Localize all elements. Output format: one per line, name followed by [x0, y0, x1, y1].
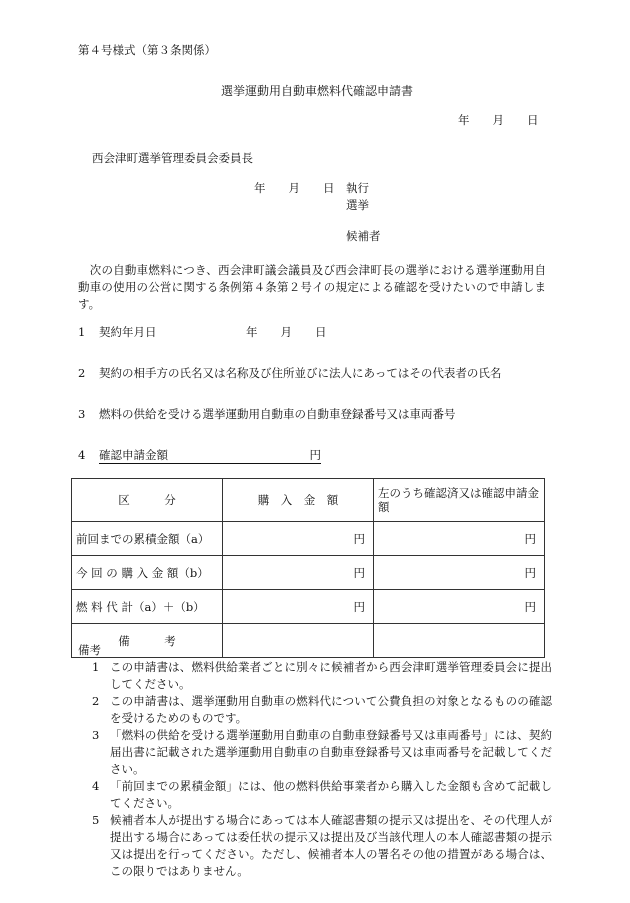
item-number: 1	[78, 325, 86, 339]
item-number: 4	[78, 448, 86, 462]
purchase-amount-cell[interactable]: 円	[223, 590, 374, 624]
table-row	[72, 522, 545, 556]
note-number: 1	[92, 660, 100, 674]
item-number: 3	[78, 407, 86, 421]
row-label: 燃 料 代 計（a）＋（b）	[72, 590, 223, 624]
note-text: 「前回までの累積金額」には、他の燃料供給事業者から購入した金額も含めて記載してください。	[110, 779, 552, 810]
table-header-row	[72, 479, 545, 522]
notes-title: 備考	[78, 643, 101, 657]
header-category: 区 分	[72, 479, 223, 522]
document-title: 選挙運動用自動車燃料代確認申請書	[221, 84, 414, 98]
note-number: 2	[92, 694, 100, 708]
table-row	[72, 590, 545, 624]
remarks-cell[interactable]	[374, 624, 545, 658]
row-label: 今 回 の 購 入 金 額（b）	[72, 556, 223, 590]
note-number: 4	[92, 779, 100, 793]
election-date: 年 月 日	[254, 181, 335, 195]
note-text: この申請書は、選挙運動用自動車の燃料代について公費負担の対象となるものの確認を受けるためのものです。	[110, 694, 552, 725]
item-number: 2	[78, 366, 86, 380]
item-label: 確認申請金額	[98, 448, 168, 462]
note-number: 5	[92, 813, 100, 827]
row-label: 前回までの累積金額（a）	[72, 522, 223, 556]
election-label: 選挙	[346, 198, 369, 212]
purchase-amount-cell[interactable]: 円	[223, 522, 374, 556]
item-label: 燃料の供給を受ける選挙運動用自動車の自動車登録番号又は車両番号	[98, 407, 456, 421]
note-text: 候補者本人が提出する場合にあっては本人確認書類の提示又は提出を、その代理人が提出する場合にあっては委任状の提示又は提出及び当該代理人の本人確認書類の提示又は提出を行ってください。ただし、候補者本人の署名その他の措置がある場合は、この限りではありません。	[110, 813, 552, 878]
addressee: 西会津町選挙管理委員会委員長	[92, 151, 253, 165]
note-item	[92, 727, 552, 778]
header-confirmed-amount: 左のうち確認済又は確認申請金額	[374, 479, 545, 522]
note-text: この申請書は、燃料供給業者ごとに別々に候補者から西会津町選挙管理委員会に提出してください。	[110, 660, 552, 691]
purchase-amount-cell[interactable]: 円	[223, 556, 374, 590]
date-line: 年 月 日	[458, 113, 539, 127]
confirmed-amount-cell[interactable]: 円	[374, 556, 545, 590]
amount-table	[71, 478, 545, 658]
item-1	[78, 324, 156, 340]
item-2	[78, 365, 501, 381]
amount-unit: 円	[309, 448, 321, 462]
remarks-cell[interactable]	[223, 624, 374, 658]
note-item	[92, 659, 552, 693]
item-label: 契約年月日	[98, 325, 157, 339]
candidate-label: 候補者	[346, 229, 381, 243]
item-3	[78, 406, 455, 422]
contract-date-value: 年 月 日	[246, 325, 327, 339]
note-item	[92, 693, 552, 727]
row-label: 備 考	[72, 624, 223, 658]
table-row	[72, 556, 545, 590]
intro-paragraph: 次の自動車燃料につき、西会津町議会議員及び西会津町長の選挙における選挙運動用自動車の使用の公営に関する条例第４条第２号イの規定による確認を受けたいので申請します。	[78, 263, 546, 311]
form-label: 第４号様式（第３条関係）	[78, 43, 216, 57]
item-label: 契約の相手方の氏名又は名称及び住所並びに法人にあってはその代表者の氏名	[98, 366, 502, 380]
confirmed-amount-cell[interactable]: 円	[374, 590, 545, 624]
note-text: 「燃料の供給を受ける選挙運動用自動車の自動車登録番号又は車両番号」には、契約届出書に記載された選挙運動用自動車の自動車登録番号又は車両番号を記載してください。	[110, 728, 552, 776]
note-number: 3	[92, 728, 100, 742]
executed-label: 執行	[346, 181, 369, 195]
header-purchase-amount: 購 入 金 額	[223, 479, 374, 522]
note-item	[92, 778, 552, 812]
note-item	[92, 812, 552, 880]
confirmed-amount-cell[interactable]: 円	[374, 522, 545, 556]
amount-field[interactable]	[99, 447, 321, 464]
table-row-remarks	[72, 624, 545, 658]
item-4	[78, 447, 321, 464]
